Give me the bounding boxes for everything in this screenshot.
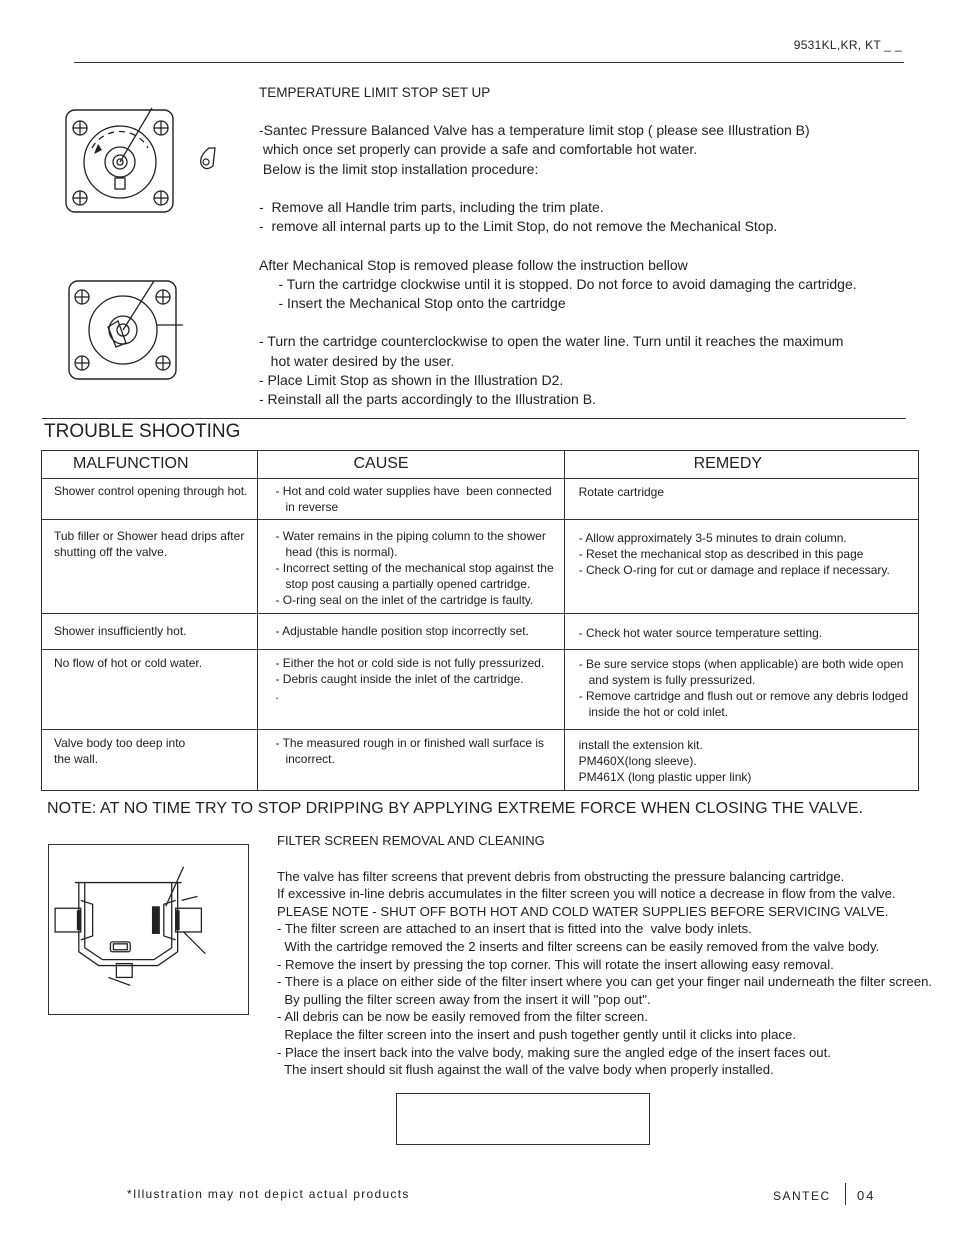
trouble-shooting-table [41, 450, 919, 791]
header-remedy: REMEDY [564, 451, 919, 479]
limit-stop-illustration-a [62, 104, 222, 216]
cell-line: Shower control opening through hot. [54, 484, 248, 498]
filter-line: - There is a place on either side of the filter insert where you can get your finger nail underneath the filter screen. [277, 974, 933, 990]
cell-line: - Debris caught inside the inlet of the cartridge. [275, 672, 524, 686]
spacer [259, 313, 919, 332]
cell-line: the wall. [54, 752, 99, 766]
header-cause: CAUSE [258, 451, 564, 479]
filter-line: - The filter screen are attached to an insert that is fitted into the valve body inlets. [277, 921, 752, 937]
spacer [259, 236, 919, 255]
cell-line: - Be sure service stops (when applicable) are both wide open [578, 657, 904, 671]
cell-line: - Allow approximately 3-5 minutes to drain column. [578, 531, 847, 545]
trouble-shooting-title: TROUBLE SHOOTING [44, 421, 241, 442]
cell-line: - O-ring seal on the inlet of the cartridge is faulty. [275, 593, 534, 607]
cell-line: stop post causing a partially opened cartridge. [275, 577, 531, 591]
cause-cell [258, 650, 564, 730]
limit-stop-line: - Turn the cartridge clockwise until it is stopped. Do not force to avoid damaging the cartridge. [259, 275, 857, 292]
malfunction-cell [42, 730, 258, 791]
cause-cell [258, 614, 564, 650]
filter-line: PLEASE NOTE - SHUT OFF BOTH HOT AND COLD WATER SUPPLIES BEFORE SERVICING VALVE. [277, 903, 889, 919]
remedy-cell [564, 479, 919, 520]
cell-line: head (this is normal). [275, 545, 398, 559]
disclaimer: *Illustration may not depict actual products [127, 1187, 410, 1201]
filter-line: If excessive in-line debris accumulates in the filter screen you will notice a decrease in flow from the valve. [277, 886, 896, 902]
limit-stop-illustration-b [66, 277, 186, 383]
warning-note: NOTE: AT NO TIME TRY TO STOP DRIPPING BY APPLYING EXTREME FORCE WHEN CLOSING THE VALVE. [47, 800, 864, 817]
limit-stop-line: which once set properly can provide a safe and comfortable hot water. [259, 141, 698, 158]
cell-line: . [275, 688, 279, 702]
page-number: 04 [857, 1188, 876, 1203]
limit-stop-line: - remove all internal parts up to the Limit Stop, do not remove the Mechanical Stop. [259, 218, 778, 235]
malfunction-cell [42, 650, 258, 730]
blank-frame [396, 1093, 650, 1145]
cell-line: Tub filler or Shower head drips after [54, 529, 245, 543]
cell-line: - Either the hot or cold side is not fully pressurized. [275, 656, 545, 670]
filter-line: The valve has filter screens that prevent debris from obstructing the pressure balancing cartridge. [277, 868, 845, 884]
filter-line: - Remove the insert by pressing the top corner. This will rotate the insert allowing easy removal. [277, 956, 834, 972]
remedy-cell [564, 650, 919, 730]
filter-line: With the cartridge removed the 2 inserts and filter screens can be easily removed from the valve body. [277, 938, 880, 954]
limit-stop-line: - Turn the cartridge counterclockwise to open the water line. Turn until it reaches the maximum [259, 333, 844, 350]
remedy-cell [564, 520, 919, 614]
remedy-cell [564, 614, 919, 650]
cell-line: - The measured rough in or finished wall surface is [275, 736, 545, 750]
limit-stop-line: hot water desired by the user. [259, 352, 455, 369]
filter-screen-illustration [48, 844, 249, 1015]
cell-line: - Incorrect setting of the mechanical stop against the [275, 561, 554, 575]
model-code: 9531KL,KR, KT _ _ [793, 38, 902, 52]
limit-stop-line: - Reinstall all the parts accordingly to the Illustration B. [259, 391, 596, 407]
limit-stop-title: TEMPERATURE LIMIT STOP SET UP [259, 85, 491, 100]
cell-line: PM460X(long sleeve). [578, 754, 697, 768]
section-rule [42, 418, 906, 419]
cell-line: - Hot and cold water supplies have been connected [275, 484, 552, 498]
cell-line: - Check hot water source temperature setting. [578, 626, 823, 640]
malfunction-cell [42, 520, 258, 614]
cell-line: - Reset the mechanical stop as described in this page [578, 547, 864, 561]
table-row [42, 479, 919, 520]
footer-separator [845, 1183, 846, 1205]
limit-stop-line: - Insert the Mechanical Stop onto the cartridge [259, 295, 566, 311]
limit-stop-section [259, 83, 919, 409]
table-row [42, 520, 919, 614]
cell-line: - Remove cartridge and flush out or remove any debris lodged [578, 689, 909, 703]
limit-stop-line: - Place Limit Stop as shown in the Illustration D2. [259, 371, 564, 388]
cell-line: Rotate cartridge [578, 485, 665, 499]
limit-stop-line: -Santec Pressure Balanced Valve has a temperature limit stop ( please see Illustration B) [259, 122, 810, 139]
cell-line: incorrect. [275, 752, 335, 766]
cell-line: and system is fully pressurized. [578, 673, 756, 687]
cause-cell [258, 479, 564, 520]
cell-line: - Water remains in the piping column to the shower [275, 529, 546, 543]
cause-cell [258, 730, 564, 791]
limit-stop-line: Below is the limit stop installation procedure: [259, 160, 539, 177]
cell-line: install the extension kit. [578, 738, 703, 752]
top-rule [74, 62, 904, 63]
filter-line: By pulling the filter screen away from the insert it will "pop out". [277, 991, 651, 1007]
filter-title: FILTER SCREEN REMOVAL AND CLEANING [277, 833, 545, 848]
table-row [42, 730, 919, 791]
cell-line: in reverse [275, 500, 339, 514]
cell-line: No flow of hot or cold water. [54, 656, 203, 670]
limit-stop-line: - Remove all Handle trim parts, including the trim plate. [259, 199, 604, 215]
table-row [42, 614, 919, 650]
filter-section [277, 832, 933, 1079]
filter-line: The insert should sit flush against the wall of the valve body when properly installed. [277, 1062, 774, 1078]
malfunction-cell [42, 614, 258, 650]
brand-name: SANTEC [773, 1189, 831, 1203]
filter-line: - All debris can be now be easily removed from the filter screen. [277, 1009, 648, 1025]
cell-line: Shower insufficiently hot. [54, 624, 187, 638]
cell-line: inside the hot or cold inlet. [578, 705, 729, 719]
cell-line: - Adjustable handle position stop incorrectly set. [275, 624, 529, 638]
cause-cell [258, 520, 564, 614]
filter-line: Replace the filter screen into the insert and push together gently until it clicks into place. [277, 1026, 796, 1042]
cell-line: PM461X (long plastic upper link) [578, 770, 752, 784]
cell-line: Valve body too deep into [54, 736, 186, 750]
table-row [42, 650, 919, 730]
spacer [259, 179, 919, 198]
header-malfunction: MALFUNCTION [42, 451, 258, 479]
filter-line: - Place the insert back into the valve body, making sure the angled edge of the insert faces out. [277, 1044, 831, 1060]
remedy-cell [564, 730, 919, 791]
cell-line: - Check O-ring for cut or damage and replace if necessary. [578, 563, 890, 577]
malfunction-cell [42, 479, 258, 520]
cell-line: shutting off the valve. [54, 545, 168, 559]
limit-stop-line: After Mechanical Stop is removed please follow the instruction bellow [259, 256, 688, 273]
